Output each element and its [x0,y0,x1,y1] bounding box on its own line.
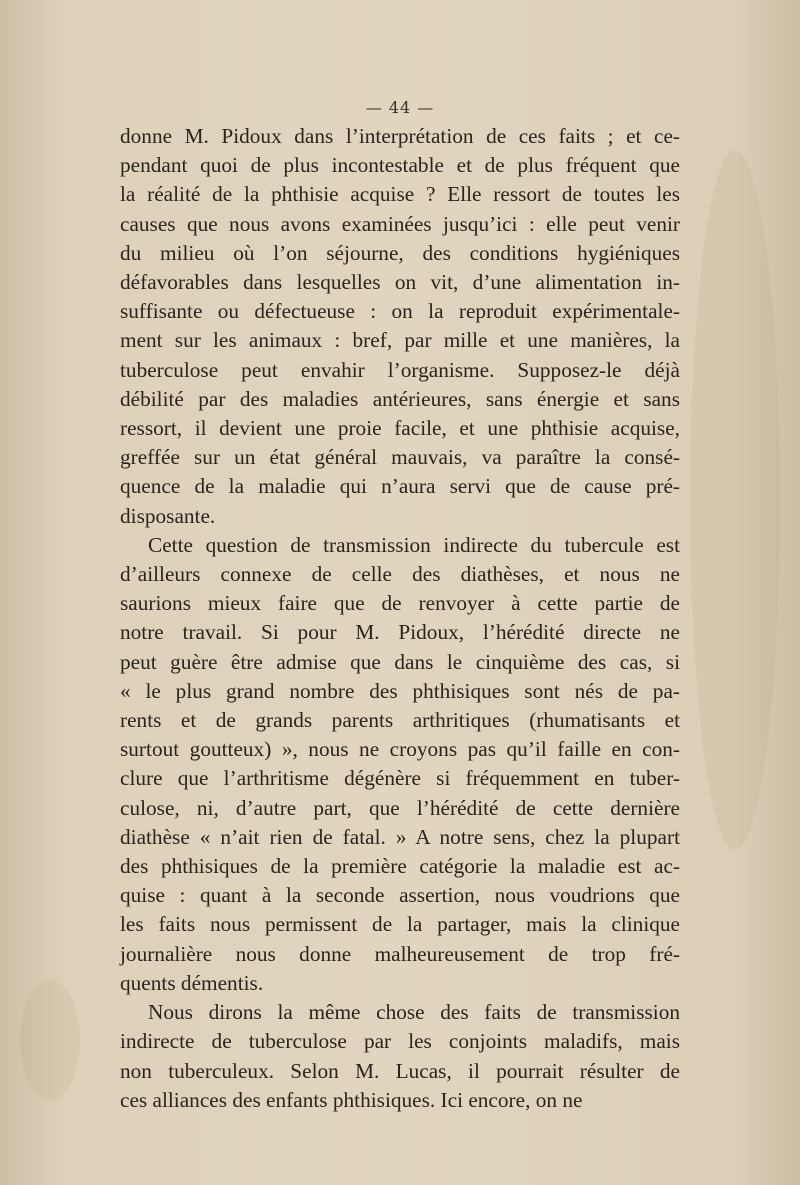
text-line: défavorables dans lesquelles on vit, d’une alimentation in- [120,270,680,295]
page-stain [690,150,780,850]
text-line: pendant quoi de plus incontestable et de plus fréquent que [120,153,680,178]
text-line: causes que nous avons examinées jusqu’ici : elle peut venir [120,211,680,236]
text-line: débilité par des maladies antérieures, sans énergie et sans [120,386,680,411]
text-line: rents et de grands parents arthritiques (rhumatisants et [120,708,680,733]
text-line: donne M. Pidoux dans l’interprétation de ces faits ; et ce- [120,124,680,148]
text-line: quise : quant à la seconde assertion, nous voudrions que [120,883,680,908]
text-line: « le plus grand nombre des phthisiques sont nés de pa- [120,678,680,703]
page-number: — 44 — [365,98,435,117]
text-line: d’ailleurs connexe de celle des diathèses, et nous ne [120,562,680,587]
paragraph [120,531,680,998]
text-line: tuberculose peut envahir l’organisme. Supposez-le déjà [120,357,680,382]
text-line: peut guère être admise que dans le cinquième des cas, si [120,649,680,674]
text-line: Cette question de transmission indirecte du tubercule est [148,532,680,557]
text-line: surtout goutteux) », nous ne croyons pas qu’il faille en con- [120,737,680,762]
text-line: Nous dirons la même chose des faits de transmission [148,1000,680,1025]
paragraph [120,998,680,1115]
text-line: ressort, il devient une proie facile, et une phthisie acquise, [120,416,680,441]
body-text [120,122,680,1115]
text-line: greffée sur un état général mauvais, va paraître la consé- [120,445,680,470]
text-line: indirecte de tuberculose par les conjoints maladifs, mais [120,1029,680,1054]
text-line: quents démentis. [120,970,264,995]
text-line: du milieu où l’on séjourne, des conditions hygiéniques [120,240,680,265]
text-line: notre travail. Si pour M. Pidoux, l’hérédité directe ne [120,620,680,645]
text-line: ces alliances des enfants phthisiques. Ici encore, on ne [120,1087,583,1112]
text-line: quence de la maladie qui n’aura servi que de cause pré- [120,474,680,499]
text-line: la réalité de la phthisie acquise ? Elle ressort de toutes les [120,182,680,207]
text-line: culose, ni, d’autre part, que l’hérédité de cette dernière [120,795,680,820]
text-line: disposante. [120,503,216,528]
page-stain [20,980,80,1100]
text-line: saurions mieux faire que de renvoyer à cette partie de [120,591,680,616]
text-line: les faits nous permissent de la partager, mais la clinique [120,912,680,937]
text-line: ment sur les animaux : bref, par mille et une manières, la [120,328,680,353]
text-line: journalière nous donne malheureusement de trop fré- [120,941,680,966]
text-line: non tuberculeux. Selon M. Lucas, il pourrait résulter de [120,1058,680,1083]
text-line: suffisante ou défectueuse : on la reproduit expérimentale- [120,299,680,324]
text-line: clure que l’arthritisme dégénère si fréquemment en tuber- [120,766,680,791]
text-line: des phthisiques de la première catégorie la maladie est ac- [120,854,680,879]
paragraph [120,122,680,531]
text-line: diathèse « n’ait rien de fatal. » A notre sens, chez la plupart [120,824,680,849]
